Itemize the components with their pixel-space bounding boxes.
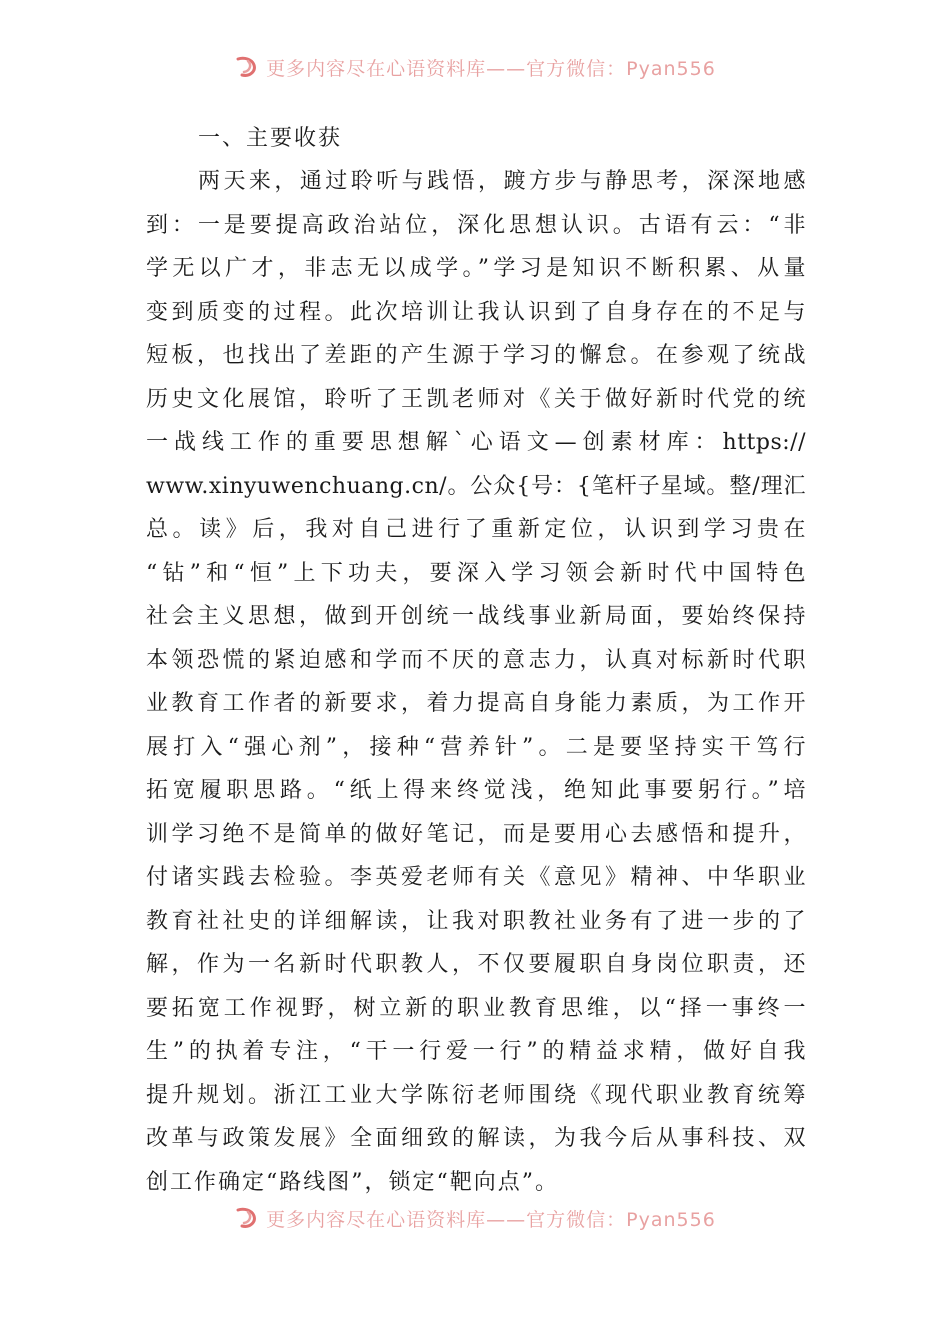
paragraph-line: 两天来，通过聆听与践悟，踱方步与静思考，深深地感 — [198, 169, 806, 194]
header-watermark — [0, 56, 950, 84]
watermark-logo-icon — [234, 1207, 260, 1230]
paragraph-line: 提升规划。浙江工业大学陈衍老师围绕《现代职业教育统筹 — [146, 1082, 806, 1108]
paragraph-line: 本领恐慌的紧迫感和学而不厌的意志力，认真对标新时代职 — [146, 647, 806, 673]
paragraph — [146, 160, 806, 1204]
paragraph-line: 教育社社史的详细解读，让我对职教社业务有了进一步的了 — [146, 908, 806, 934]
paragraph-line: 学无以广才，非志无以成学。”学习是知识不断积累、从量 — [146, 256, 806, 281]
paragraph-line: 历史文化展馆，聆听了王凯老师对《关于做好新时代党的统 — [146, 386, 806, 412]
paragraph-line: “钻”和“恒”上下功夫，要深入学习领会新时代中国特色 — [146, 560, 806, 586]
watermark-text: 更多内容尽在心语资料库——官方微信：Pyan556 — [266, 1208, 716, 1231]
paragraph-line: 要拓宽工作视野，树立新的职业教育思维，以“择一事终一 — [146, 995, 806, 1021]
paragraph-line: 业教育工作者的新要求，着力提高自身能力素质，为工作开 — [146, 691, 806, 716]
paragraph-line: 付诸实践去检验。李英爱老师有关《意见》精神、中华职业 — [146, 865, 806, 890]
paragraph-line: 短板，也找出了差距的产生源于学习的懈怠。在参观了统战 — [146, 343, 806, 368]
paragraph-line: 总。读》后，我对自己进行了重新定位，认识到学习贵在 — [146, 517, 806, 542]
paragraph-line: 一战线工作的重要思想解`心语文—创素材库：https:// — [146, 430, 806, 455]
section-heading: 一、主要收获 — [198, 126, 343, 151]
document-body — [146, 117, 806, 1204]
paragraph-line: 训学习绝不是简单的做好笔记，而是要用心去感悟和提升， — [146, 821, 806, 847]
paragraph-line: 改革与政策发展》全面细致的解读，为我今后从事科技、双 — [146, 1126, 806, 1151]
paragraph-line: 解，作为一名新时代职教人，不仅要履职自身岗位职责，还 — [146, 952, 806, 977]
footer-watermark — [0, 1207, 950, 1235]
paragraph-line: 社会主义思想，做到开创统一战线事业新局面，要始终保持 — [146, 604, 806, 629]
paragraph-line: 生”的执着专注，“干一行爱一行”的精益求精，做好自我 — [146, 1039, 806, 1064]
paragraph-line: 创工作确定“路线图”，锁定“靶向点”。 — [146, 1169, 559, 1195]
paragraph-line: 变到质变的过程。此次培训让我认识到了自身存在的不足与 — [146, 299, 806, 325]
paragraph-line: 到：一是要提高政治站位，深化思想认识。古语有云：“非 — [146, 212, 806, 238]
paragraph-line: 拓宽履职思路。“纸上得来终觉浅，绝知此事要躬行。”培 — [146, 778, 806, 803]
paragraph-line: 展打入“强心剂”，接种“营养针”。二是要坚持实干笃行 — [146, 734, 806, 760]
paragraph-line: www.xinyuwenchuang.cn/。公众{号：{笔杆子星域。整/理汇 — [146, 473, 806, 499]
watermark-text: 更多内容尽在心语资料库——官方微信：Pyan556 — [266, 57, 716, 80]
watermark-logo-icon — [234, 56, 260, 79]
